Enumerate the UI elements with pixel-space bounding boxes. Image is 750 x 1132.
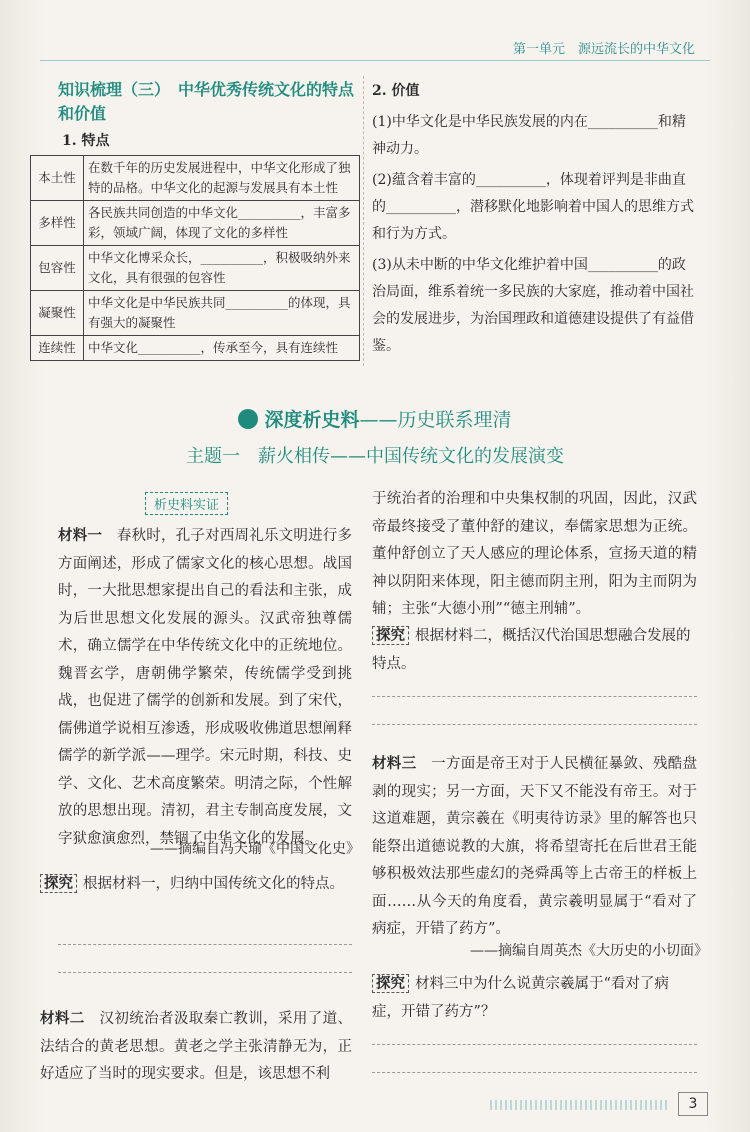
row-label: 包容性 bbox=[31, 246, 84, 291]
explore-text: 根据材料一，归纳中国传统文化的特点。 bbox=[83, 876, 344, 892]
page-decoration bbox=[490, 1100, 670, 1110]
table-row bbox=[31, 336, 360, 361]
answer-line bbox=[58, 972, 352, 973]
table-row bbox=[31, 291, 360, 336]
table-row bbox=[31, 201, 360, 246]
row-label: 多样性 bbox=[31, 201, 84, 246]
row-text: 在数千年的历史发展进程中，中华文化形成了独特的品格。中华文化的起源与发展具有本土性 bbox=[84, 156, 360, 201]
material-two-start bbox=[40, 1005, 352, 1089]
answer-line bbox=[58, 944, 352, 945]
material-two-cont: 于统治者的治理和中央集权制的巩固，因此，汉武帝最终接受了董仲舒的建议，奉儒家思想为正统。董仲舒创立了天人感应的理论体系，宣扬天道的精神以阴阳来体现，阳主德而阴主刑，阳为主而阴为辅；主张“大德小刑”“德主刑辅”。 bbox=[372, 491, 697, 617]
explore-label: 探究 bbox=[40, 874, 77, 893]
citation: ——摘编自冯天瑜《中国文化史》 bbox=[150, 841, 360, 857]
explore-two bbox=[372, 622, 697, 678]
material-one bbox=[58, 522, 352, 853]
material-text: 一方面是帝王对于人民横征暴敛、残酷盘剥的现实；另一方面，天下又不能没有帝王。对于这道难题，黄宗羲在《明夷待访录》里的解答也只能祭出道德说教的大旗，将希望寄托在后世君王能够积极效法那些虚幻的尧舜禹等上古帝王的样板上面……从今天的角度看，黄宗羲明显属于“看对了病症，开错了药方”。 bbox=[372, 756, 698, 937]
value-heading: 2. 价值 bbox=[372, 83, 420, 99]
material-text: 春秋时，孔子对西周礼乐文明进行多方面阐述，形成了儒家文化的核心思想。战国时，一大批思想家提出自己的看法和主张，成为后世思想文化发展的源头。汉武帝独尊儒术，确立儒学在中华传统文化中的正统地位。魏晋玄学，唐朝佛学繁荣，传统儒学受到挑战，也促进了儒学的创新和发展。到了宋代，儒佛道学说相互渗透，形成吸收佛道思想阐释儒学的新学派——理学。宋元时期，科技、史学、文化、艺术高度繁荣。明清之际，个性解放的思想出现。清初，君主专制高度发展，文字狱愈演愈烈，禁锢了中华文化的发展。 bbox=[58, 528, 353, 847]
answer-line bbox=[372, 724, 697, 725]
material-label: 材料二 bbox=[40, 1010, 85, 1027]
value-item: (2)蕴含着丰富的__________，体现着评判是非曲直的__________，潜移默化地影响着中国人的思维方式和行为方式。 bbox=[372, 172, 694, 242]
answer-line bbox=[372, 696, 697, 697]
explore-text: 根据材料二，概括汉代治国思想融合发展的特点。 bbox=[372, 628, 691, 672]
row-text: 中华文化是中华民族共同__________的体现，具有强大的凝聚性 bbox=[84, 291, 360, 336]
value-item: (3)从未中断的中华文化维护着中国__________的政治局面，维系着统一多民族的大家庭，推动着中国社会的发展进步，为治国理政和道德建设提供了有益借鉴。 bbox=[372, 257, 694, 354]
row-label: 凝聚性 bbox=[31, 291, 84, 336]
explore-one bbox=[40, 870, 352, 899]
row-text: 中华文化__________，传承至今，具有连续性 bbox=[84, 336, 360, 361]
running-title: 第一单元 源远流长的中华文化 bbox=[512, 42, 695, 57]
material-label: 材料一 bbox=[58, 527, 103, 544]
table-row bbox=[31, 246, 360, 291]
features-heading: 1. 特点 bbox=[62, 133, 110, 149]
row-text: 中华文化博采众长，__________，积极吸纳外来文化，具有很强的包容性 bbox=[84, 246, 360, 291]
material-three bbox=[372, 750, 697, 944]
table-row bbox=[31, 156, 360, 201]
value-item: (1)中华文化是中华民族发展的内在__________和精神动力。 bbox=[372, 114, 686, 157]
row-label: 连续性 bbox=[31, 336, 84, 361]
banner-main: 深度析史料 bbox=[264, 409, 360, 431]
row-text: 各民族共同创造的中华文化__________，丰富多彩，领域广阔，体现了文化的多样性 bbox=[84, 201, 360, 246]
explore-label: 探究 bbox=[372, 626, 409, 645]
row-label: 本土性 bbox=[31, 156, 84, 201]
banner-icon bbox=[238, 409, 258, 429]
material-label: 材料三 bbox=[372, 755, 417, 772]
banner-sub: ——历史联系理清 bbox=[359, 409, 512, 431]
explore-text: 材料三中为什么说黄宗羲属于“看对了病症，开错了药方”？ bbox=[372, 976, 669, 1020]
answer-line bbox=[372, 1044, 697, 1045]
explore-three bbox=[372, 970, 697, 1026]
material-text: 汉初统治者汲取秦亡教训，采用了道、法结合的黄老思想。黄老之学主张清静无为，正好适应了当时的现实要求。但是，该思想不利 bbox=[40, 1011, 352, 1082]
source-tag: 析史料实证 bbox=[145, 492, 228, 515]
section-title: 知识梳理（三） 中华优秀传统文化的特点和价值 bbox=[58, 80, 355, 123]
page-number: 3 bbox=[678, 1092, 708, 1116]
answer-line bbox=[372, 1072, 697, 1073]
features-table bbox=[30, 155, 360, 361]
header-rule bbox=[40, 60, 710, 61]
topic-title: 主题一 薪火相传——中国传统文化的发展演变 bbox=[186, 446, 564, 467]
explore-label: 探究 bbox=[372, 974, 409, 993]
value-section bbox=[372, 78, 697, 360]
citation: ——摘编自周英杰《大历史的小切面》 bbox=[470, 943, 708, 959]
section-banner bbox=[0, 405, 750, 432]
column-divider bbox=[363, 76, 364, 366]
